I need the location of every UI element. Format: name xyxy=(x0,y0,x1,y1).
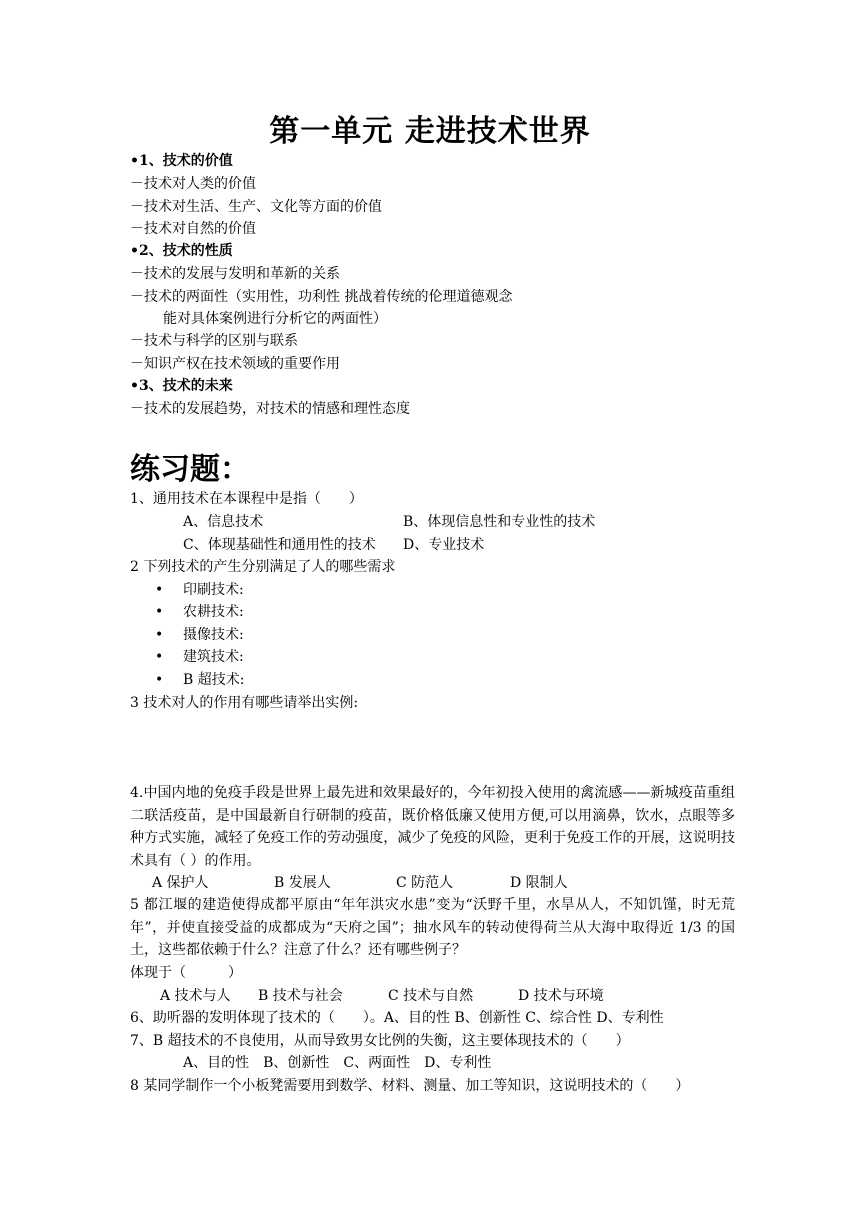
q4-option-d: D 限制人 xyxy=(510,875,568,891)
q2-item-label: 印刷技术: xyxy=(183,582,244,598)
q5-option-b: B 技术与社会 xyxy=(258,988,343,1004)
q2-list-item: • B 超技术: xyxy=(155,672,245,688)
outline-section-1: •1、技术的价值 xyxy=(130,153,233,169)
outline-item: 能对具体案例进行分析它的两面性） xyxy=(163,311,387,327)
outline-item: －技术对生活、生产、文化等方面的价值 xyxy=(130,199,382,215)
question-4: 4.中国内地的免疫手段是世界上最先进和效果最好的，今年初投入使用的禽流感——新城疫苗重组二联活疫苗，是中国最新自行研制的疫苗，既价格低廉又使用方便,可以用滴鼻，饮水，点眼等多种方式实施，减轻了免疫工作的劳动强度，减少了免疫的风险，更利于免疫工作的开展，这说明技术具有（ ）的作用。 xyxy=(130,785,735,869)
outline-item: －技术与科学的区别与联系 xyxy=(130,333,298,349)
q2-list-item: • 摄像技术: xyxy=(155,627,244,643)
outline-section-3: •3、技术的未来 xyxy=(130,378,233,394)
q2-item-label: 农耕技术: xyxy=(183,604,244,620)
outline-item: －知识产权在技术领域的重要作用 xyxy=(130,356,340,372)
question-1: 1、通用技术在本课程中是指（ ） xyxy=(130,491,363,507)
q2-list-item: • 农耕技术: xyxy=(155,604,244,620)
q1-option-d: D、专业技术 xyxy=(403,537,485,553)
page-title: 第一单元 走进技术世界 xyxy=(269,114,591,149)
q5-option-a: A 技术与人 xyxy=(160,988,231,1004)
q2-list-item: • 印刷技术: xyxy=(155,582,244,598)
q4-option-c: C 防范人 xyxy=(396,875,454,891)
q1-option-b: B、体现信息性和专业性的技术 xyxy=(403,514,596,530)
outline-item: －技术的发展趋势，对技术的情感和理性态度 xyxy=(130,401,410,417)
outline-item: －技术的两面性（实用性，功利性 挑战着传统的伦理道德观念 xyxy=(130,289,513,305)
q5-option-c: C 技术与自然 xyxy=(388,988,474,1004)
question-2: 2 下列技术的产生分别满足了人的哪些需求 xyxy=(130,559,396,575)
q1-option-a: A、信息技术 xyxy=(183,514,264,530)
exercise-heading: 练习题： xyxy=(130,452,250,487)
question-8: 8 某同学制作一个小板凳需要用到数学、材料、测量、加工等知识，这说明技术的（ ） xyxy=(130,1078,690,1094)
question-6: 6、助听器的发明体现了技术的（ ）。A、目的性 B、创新性 C、综合性 D、专利性 xyxy=(130,1010,664,1026)
q2-list-item: • 建筑技术: xyxy=(155,649,244,665)
q2-item-label: B 超技术: xyxy=(183,672,245,688)
question-5: 5 都江堰的建造使得成都平原由“年年洪灾水患”变为“沃野千里，水旱从人，不知饥馑，时无荒年”，并使直接受益的成都成为“天府之国”；抽水风车的转动使得荷兰从大海中取得近 1/3 的国土，这些都依赖于什么？注意了什么？还有哪些例子？ xyxy=(130,897,735,958)
q2-item-label: 建筑技术: xyxy=(183,649,244,665)
outline-item: －技术的发展与发明和革新的关系 xyxy=(130,266,340,282)
outline-item: －技术对人类的价值 xyxy=(130,176,256,192)
q7-options: A、目的性 B、创新性 C、两面性 D、专利性 xyxy=(183,1055,492,1071)
q4-option-a: A 保护人 xyxy=(152,875,209,891)
q5-option-d: D 技术与环境 xyxy=(518,988,604,1004)
outline-section-2: •2、技术的性质 xyxy=(130,243,233,259)
question-3: 3 技术对人的作用有哪些请举出实例: xyxy=(130,695,359,711)
q4-option-b: B 发展人 xyxy=(274,875,331,891)
q5-prompt: 体现于（ ） xyxy=(130,965,242,981)
q2-item-label: 摄像技术: xyxy=(183,627,244,643)
outline-item: －技术对自然的价值 xyxy=(130,221,256,237)
q1-option-c: C、体现基础性和通用性的技术 xyxy=(183,537,376,553)
question-7: 7、B 超技术的不良使用，从而导致男女比例的失衡，这主要体现技术的（ ） xyxy=(130,1033,630,1049)
